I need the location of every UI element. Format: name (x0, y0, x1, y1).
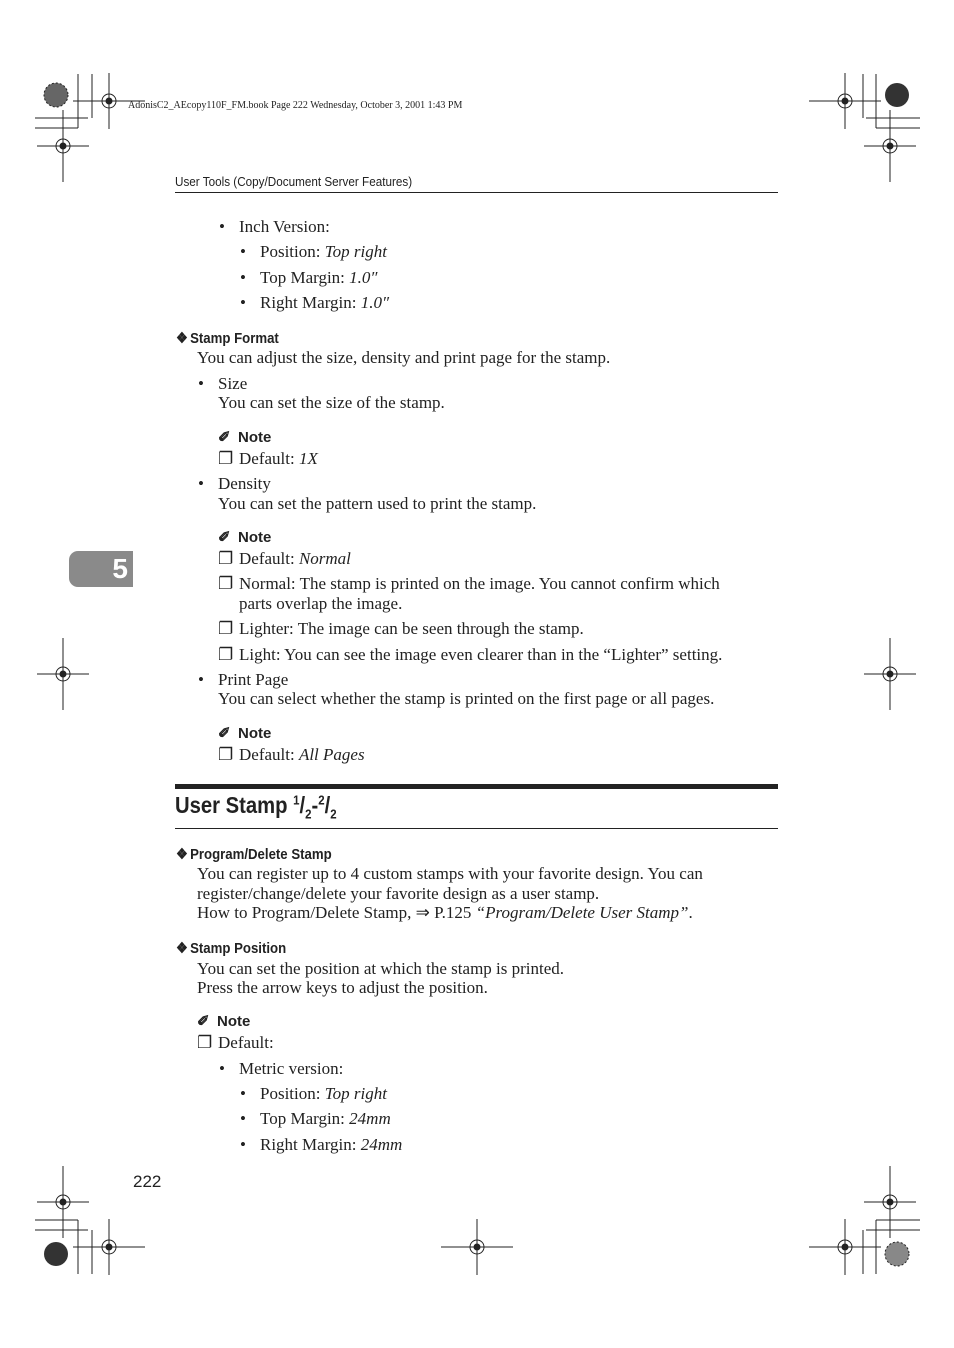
note-heading: ✐ Note (218, 429, 272, 446)
diamond-icon: ❖ (176, 330, 188, 347)
checkbox-icon: ❐ (218, 645, 234, 664)
list-item: • Right Margin: 1.0″ (260, 293, 389, 313)
note-item: ❐ Default: All Pages (218, 745, 365, 764)
header-rule (175, 192, 778, 193)
list-item: • Metric version: (239, 1059, 343, 1079)
print-info: AdonisC2_AEcopy110F_FM.book Page 222 Wednesday, October 3, 2001 1:43 PM (128, 100, 463, 111)
pencil-icon: ✐ (218, 529, 231, 546)
paragraph: Press the arrow keys to adjust the position. (197, 978, 488, 997)
checkbox-icon: ❐ (218, 549, 234, 568)
paragraph: register/change/delete your favorite design as a user stamp. (197, 884, 600, 903)
list-item: • Top Margin: 24mm (260, 1109, 391, 1129)
section-heading: ❖ Stamp Format (176, 330, 279, 347)
checkbox-icon: ❐ (197, 1033, 213, 1052)
note-heading: ✐ Note (218, 725, 272, 742)
note-item: ❐ Lighter: The image can be seen through the stamp. (218, 619, 584, 638)
note-item: ❐ Light: You can see the image even clearer than in the “Lighter” setting. (218, 645, 723, 664)
list-item: • Print Page (218, 670, 288, 690)
gray-wheel-icons (44, 83, 909, 1266)
page-number: 222 (133, 1172, 162, 1191)
note-item: ❐ Default: 1X (218, 449, 318, 468)
section-heading: ❖ Program/Delete Stamp (176, 846, 332, 863)
paragraph: You can set the pattern used to print the stamp. (218, 494, 537, 513)
pencil-icon: ✐ (197, 1013, 210, 1030)
section-bottom-rule (175, 828, 778, 829)
list-item: • Position: Top right (260, 242, 387, 262)
note-item: ❐ Default: (197, 1033, 274, 1052)
section-title: User Stamp $^1/_2-^2/_2$ (175, 792, 337, 822)
note-heading: ✐ Note (197, 1013, 251, 1030)
cross-reference[interactable]: How to Program/Delete Stamp, ⇒ P.125 “Program/Delete User Stamp”. (197, 903, 693, 922)
note-item: ❐ Normal: The stamp is printed on the image. You cannot confirm which (218, 574, 720, 593)
paragraph: You can set the position at which the stamp is printed. (197, 959, 565, 978)
checkbox-icon: ❐ (218, 449, 234, 468)
checkbox-icon: ❐ (218, 619, 234, 638)
list-item: • Top Margin: 1.0″ (260, 268, 378, 288)
section-top-rule (175, 784, 778, 789)
note-heading: ✐ Note (218, 529, 272, 546)
paragraph: You can adjust the size, density and print page for the stamp. (197, 348, 611, 367)
crosshair-icons (37, 73, 916, 1275)
checkbox-icon: ❐ (218, 574, 234, 593)
note-item-continued: parts overlap the image. (239, 594, 403, 613)
paragraph: You can select whether the stamp is printed on the first page or all pages. (218, 689, 715, 708)
note-item: ❐ Default: Normal (218, 549, 351, 568)
list-item: • Size (218, 374, 247, 394)
pencil-icon: ✐ (218, 725, 231, 742)
list-item: • Position: Top right (260, 1084, 387, 1104)
pencil-icon: ✐ (218, 429, 231, 446)
paragraph: You can set the size of the stamp. (218, 393, 445, 412)
section-heading: ❖ Stamp Position (176, 940, 287, 957)
list-item: • Density (218, 474, 271, 494)
list-item: • Inch Version: (239, 217, 330, 237)
diamond-icon: ❖ (176, 846, 188, 863)
paragraph: You can register up to 4 custom stamps with your favorite design. You can (197, 864, 703, 883)
running-header: User Tools (Copy/Document Server Features) (175, 174, 413, 189)
list-item: • Right Margin: 24mm (260, 1135, 402, 1155)
diamond-icon: ❖ (176, 940, 188, 957)
chapter-tab: 5 (69, 551, 133, 587)
checkbox-icon: ❐ (218, 745, 234, 764)
